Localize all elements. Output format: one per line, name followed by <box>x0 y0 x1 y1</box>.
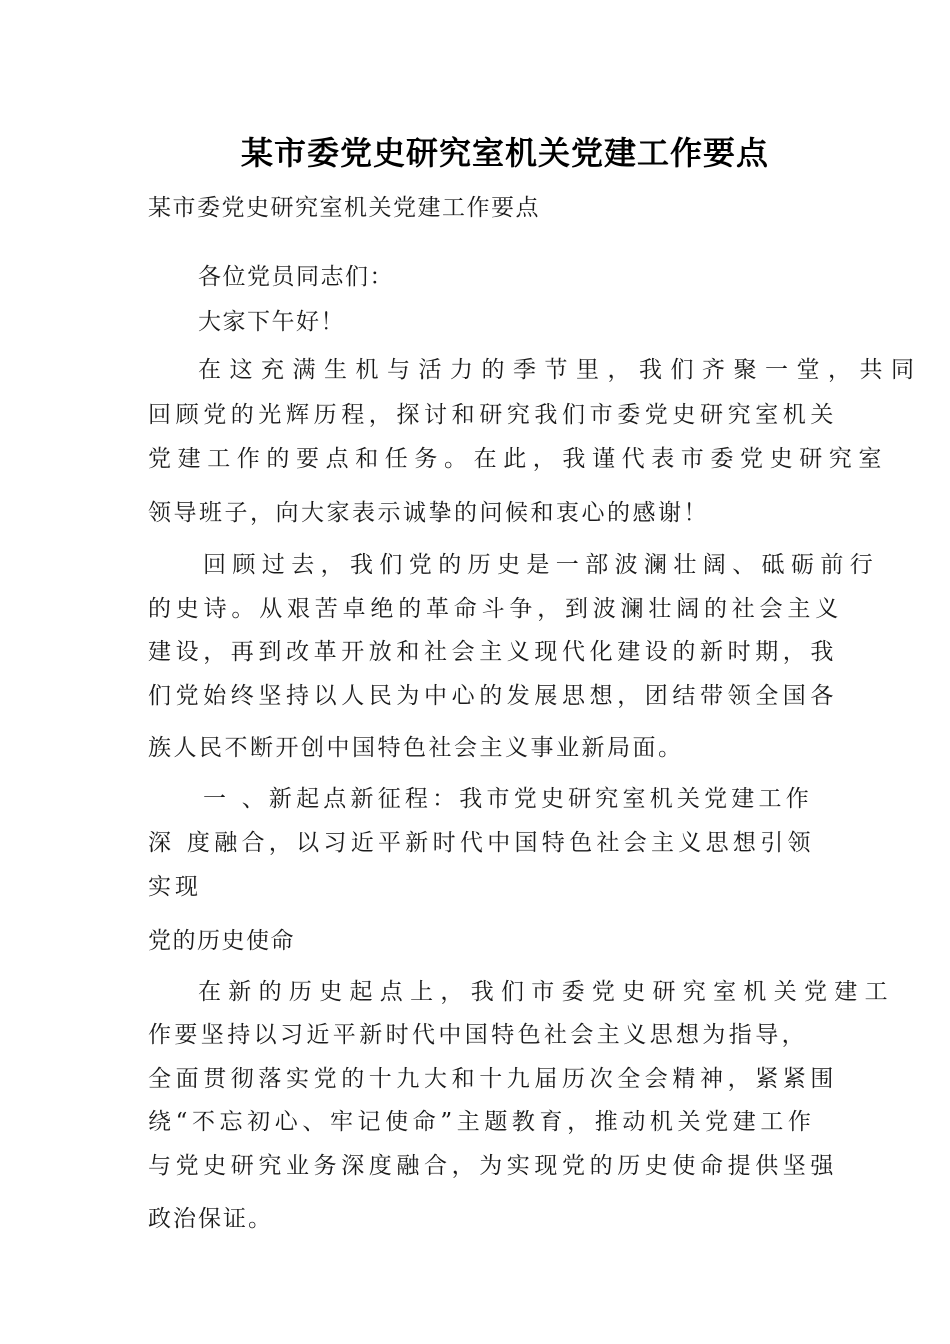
paragraph-2-line: 回顾过去，我们党的历史是一部波澜壮阔、砥砺前行 <box>203 552 880 578</box>
greeting: 大家下午好！ <box>198 309 345 335</box>
section-heading-line: 深 度融合，以习近平新时代中国特色社会主义思想引领 <box>148 830 815 856</box>
paragraph-2-line: 族人民不断开创中国特色社会主义事业新局面。 <box>148 735 684 761</box>
paragraph-1-line: 回顾党的光辉历程，探讨和研究我们市委党史研究室机关 <box>148 402 838 428</box>
salutation: 各位党员同志们： <box>198 264 394 290</box>
paragraph-2-line: 建设，再到改革开放和社会主义现代化建设的新时期，我 <box>148 639 838 665</box>
paragraph-3-line: 作要坚持以习近平新时代中国特色社会主义思想为指导， <box>148 1022 808 1048</box>
paragraph-3-line: 全面贯彻落实党的十九大和十九届历次全会精神，紧紧围 <box>148 1066 838 1092</box>
paragraph-1-line: 党建工作的要点和任务。在此，我谨代表市委党史研究室 <box>148 446 888 472</box>
paragraph-2-line: 们党始终坚持以人民为中心的发展思想，团结带领全国各 <box>148 683 838 709</box>
section-heading-line: 实现 <box>148 874 202 900</box>
paragraph-3-line: 与党史研究业务深度融合，为实现党的历史使命提供坚强 <box>148 1153 838 1179</box>
paragraph-2-line: 的史诗。从艰苦卓绝的革命斗争，到波澜壮阔的社会主义 <box>148 596 843 622</box>
document-title: 某市委党史研究室机关党建工作要点 <box>240 134 769 172</box>
document-subtitle: 某市委党史研究室机关党建工作要点 <box>148 195 540 221</box>
paragraph-3-line: 绕“不忘初心、牢记使命”主题教育，推动机关党建工作 <box>148 1109 816 1135</box>
paragraph-1-line: 领导班子，向大家表示诚挚的问候和衷心的感谢！ <box>148 500 709 526</box>
paragraph-1-line: 在这充满生机与活力的季节里，我们齐聚一堂，共同 <box>198 357 923 383</box>
paragraph-3-line: 政治保证。 <box>148 1206 273 1232</box>
section-heading-tail: 党的历史使命 <box>148 928 295 954</box>
paragraph-3-line: 在新的历史起点上，我们市委党史研究室机关党建工 <box>198 979 895 1005</box>
section-heading-line: 一 、新起点新征程：我市党史研究室机关党建工作 <box>203 786 813 812</box>
